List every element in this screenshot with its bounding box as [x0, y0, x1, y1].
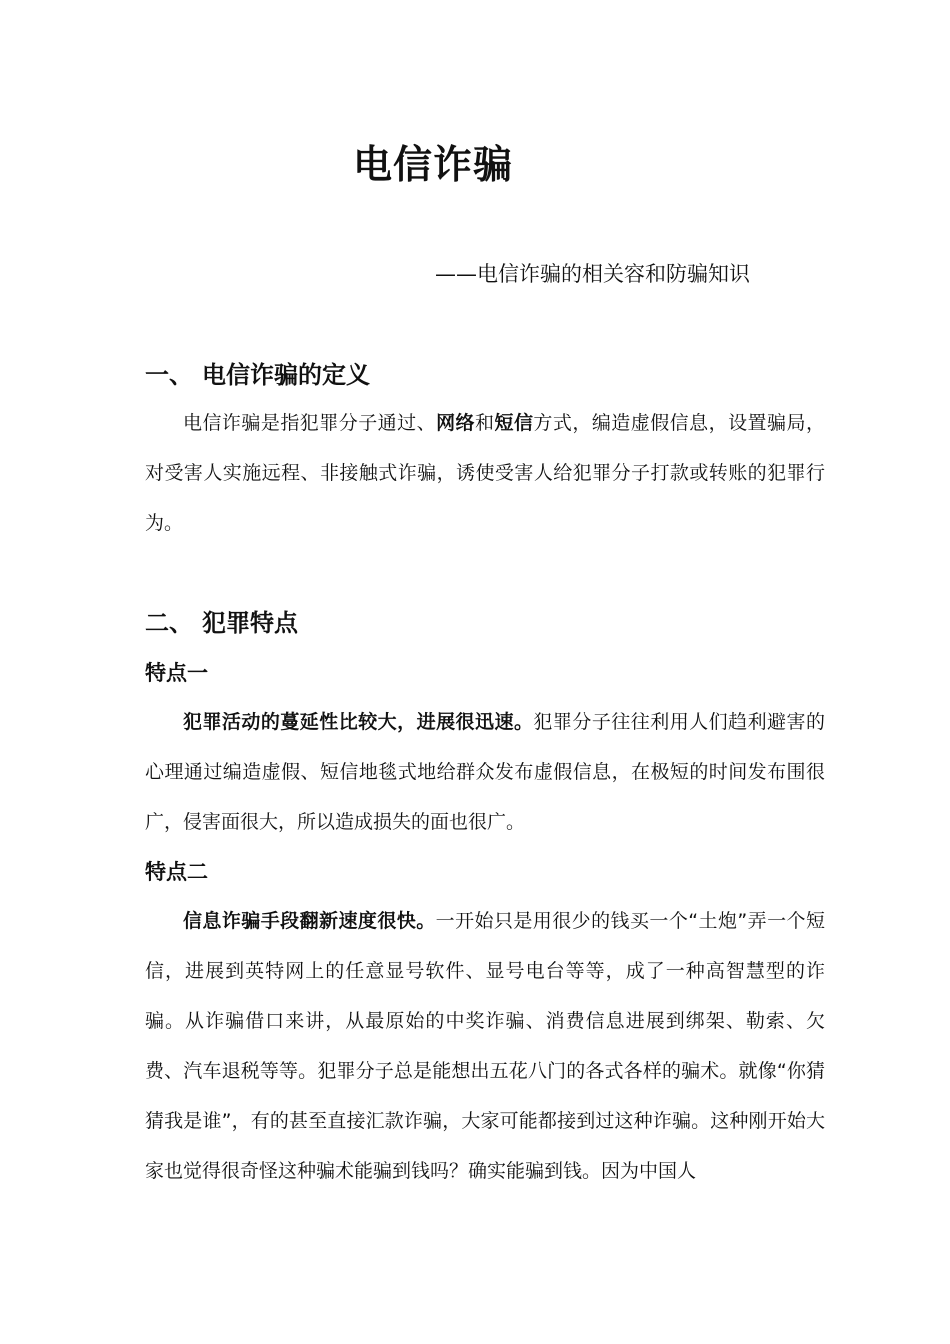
- section-2-heading: [145, 606, 298, 640]
- section-2-number: 二、: [145, 609, 193, 637]
- feature-1-body: 犯罪分子往往利用人们趋利避害的心理通过编造虚假、短信地毯式地给群众发布虚假信息，在极短的时间发布围很广，侵害面很大，所以造成损失的面也很广。: [145, 711, 825, 833]
- feature-2-body: 一开始只是用很少的钱买一个“土炮”弄一个短信，进展到英特网上的任意显号软件、显号电台等等，成了一种高智慧型的诈骗。从诈骗借口来讲，从最原始的中奖诈骗、消费信息进展到绑架、勒索、欠费、汽车退税等等。犯罪分子总是能想出五花八门的各式各样的骗术。就像“你猜猜我是谁”，有的甚至直接汇款诈骗，大家可能都接到过这种诈骗。这种刚开始大家也觉得很奇怪这种骗术能骗到钱吗？确实能骗到钱。因为中国人: [145, 910, 825, 1182]
- feature-1-lead: 犯罪活动的蔓延性比较大，进展很迅速。: [183, 711, 534, 733]
- document-subtitle: ——电信诈骗的相关容和防骗知识: [435, 262, 750, 286]
- feature-2-heading: 特点二: [145, 860, 208, 884]
- feature-2-lead: 信息诈骗手段翻新速度很快。: [183, 910, 436, 932]
- section-1-number: 一、: [145, 361, 193, 389]
- paragraph-text: 电信诈骗是指犯罪分子通过、: [183, 412, 437, 434]
- paragraph-text: 和: [475, 412, 495, 434]
- section-2-title: 犯罪特点: [202, 609, 298, 637]
- feature-2-paragraph: [145, 896, 825, 1196]
- feature-1-heading: 特点一: [145, 661, 208, 685]
- section-1-paragraph: [145, 398, 825, 548]
- document-title: 电信诈骗: [353, 143, 514, 188]
- section-1-heading: [145, 358, 370, 392]
- bold-term-sms: 短信: [494, 412, 534, 434]
- feature-1-paragraph: [145, 697, 825, 847]
- section-1-title: 电信诈骗的定义: [202, 361, 370, 389]
- bold-term-network: 网络: [436, 412, 476, 434]
- paragraph-text: 方式，编造虚假信息，设置骗局，对受害人实施远程、非接触式诈骗，诱使受害人给犯罪分子打款或转账的犯罪行为。: [145, 412, 825, 534]
